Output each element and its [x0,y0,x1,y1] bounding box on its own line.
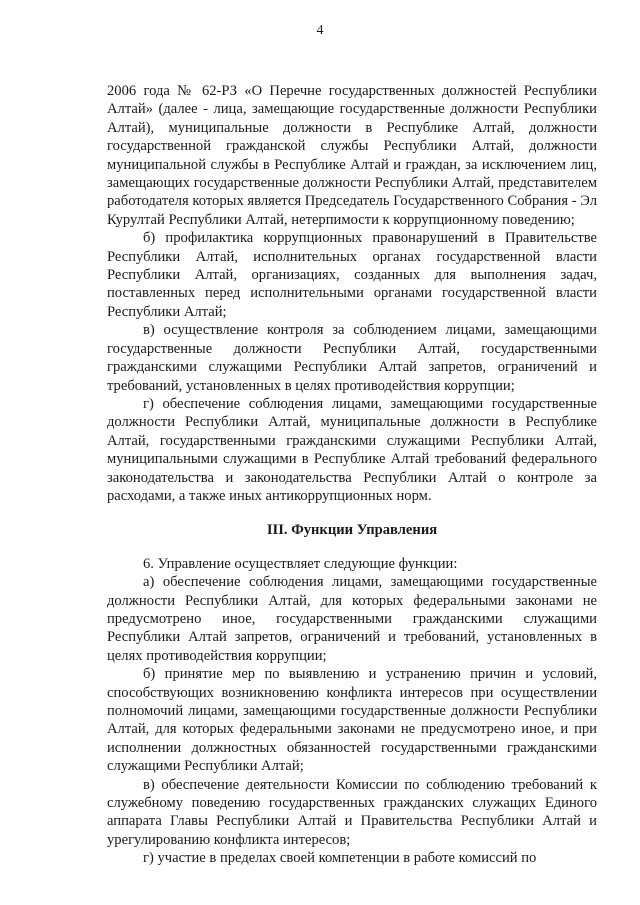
page-number: 4 [316,23,324,38]
paragraph-functions-intro: 6. Управление осуществляет следующие функции: [143,555,458,572]
paragraph-function-v: в) обеспечение деятельности Комиссии по соблюдению требований к служебному поведению государственных гражданских служащих Единого аппарата Главы Республики Алтай и Правительства Республики Алтай и урегулированию конфликта интересов; [107,776,597,848]
paragraph-item-v: в) осуществление контроля за соблюдением лицами, замещающими государственные должности Республики Алтай, государственными гражданскими служащими Республики Алтай запретов, ограничений и требований, установленных в целях противодействия коррупции; [107,322,597,394]
paragraph-function-a: а) обеспечение соблюдения лицами, замещающими государственные должности Республики Алтай, для которых федеральными законами не предусмотрено иное, государственными гражданскими служащими Республики Алтай запретов, ограничений и требований, установленных в целях противодействия коррупции; [107,574,597,664]
paragraph-function-g: г) участие в пределах своей компетенции в работе комиссий по [143,850,537,867]
paragraph-continuation: 2006 года № 62-РЗ «О Перечне государственных должностей Республики Алтай» (далее - лица, замещающие государственные должности Республики Алтай), муниципальные должности в Республике Алтай, должности государственной гражданской службы Республики Алтай, должности муниципальной службы в Республике Алтай и граждан, за исключением лиц, замещающих государственные должности Республики Алтай, представителем работодателя которых является Председатель Государственного Собрания - Эл Курултай Республики Алтай, нетерпимости к коррупционному поведению; [107,83,597,228]
paragraph-item-b: б) профилактика коррупционных правонарушений в Правительстве Республики Алтай, исполнительных органах государственной власти Республики Алтай, организациях, созданных для выполнения задач, поставленных перед исполнительными органами государственной власти Республики Алтай; [107,230,597,320]
paragraph-function-b: б) принятие мер по выявлению и устранению причин и условий, способствующих возникновению конфликта интересов при осуществлении полномочий лицами, замещающими государственные должности Республики Алтай, для которых федеральными законами не предусмотрено иное, и при исполнении должностных обязанностей государственными гражданскими служащими Республики Алтай; [107,666,597,775]
document-body [107,82,597,868]
section-title: III. Функции Управления [266,522,438,539]
paragraph-item-g: г) обеспечение соблюдения лицами, замещающими государственные должности Республики Алтай, муниципальные должности в Республике Алтай, государственными гражданскими служащими Республики Алтай, муниципальными служащими в Республике Алтай требований федерального законодательства и законодательства Республики Алтай о контроле за расходами, а также иных антикоррупционных норм. [107,395,597,504]
